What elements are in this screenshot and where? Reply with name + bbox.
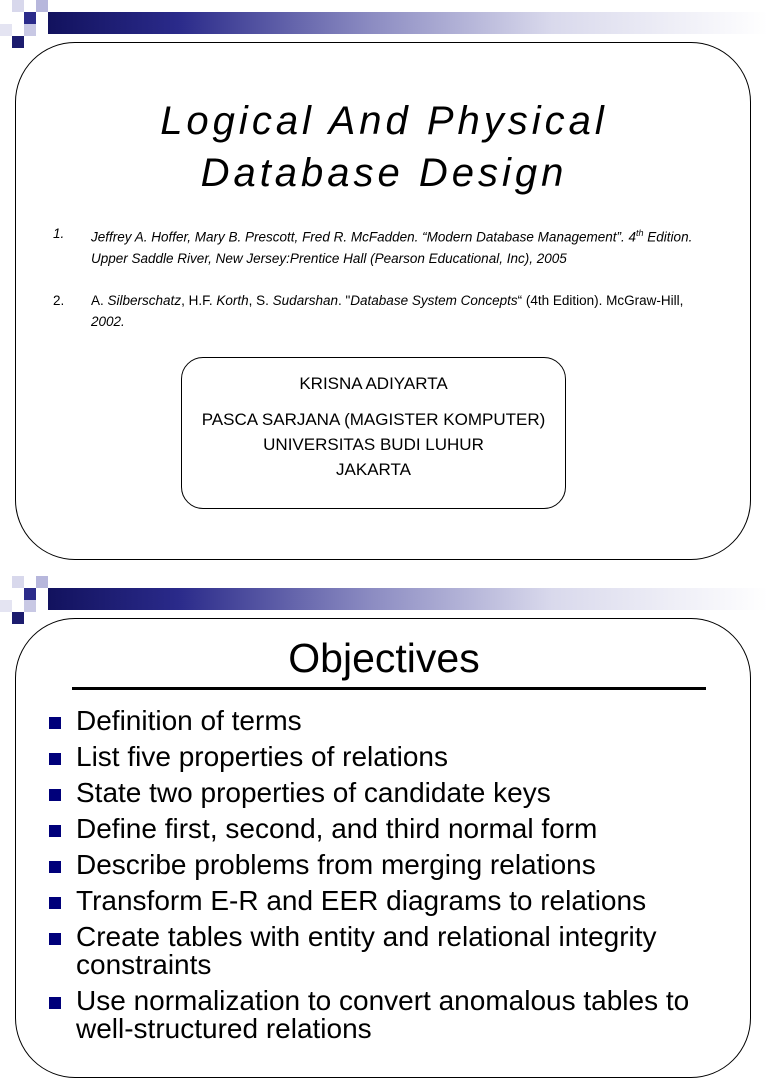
reference-publisher: Edition. Upper Saddle River, New Jersey:Prentice Hall (Pearson Educational, Inc), 2005 bbox=[91, 229, 693, 266]
affiliation-line: UNIVERSITAS BUDI LUHUR bbox=[263, 435, 484, 454]
reference-part: “ (4th Edition). McGraw-Hill, bbox=[517, 292, 684, 308]
slide-objectives-heading: Objectives bbox=[288, 635, 480, 681]
square-bullet-icon bbox=[49, 789, 61, 801]
header-strip-2 bbox=[0, 576, 768, 624]
reference-item bbox=[53, 290, 693, 332]
objective-text: List five properties of relations bbox=[76, 741, 448, 772]
objective-item bbox=[44, 923, 734, 979]
objective-item bbox=[44, 815, 734, 843]
affiliation-line: PASCA SARJANA (MAGISTER KOMPUTER) bbox=[201, 410, 546, 429]
objective-item bbox=[44, 887, 734, 915]
author-name: KRISNA ADIYARTA bbox=[299, 374, 448, 393]
reference-book: Database System Concepts bbox=[350, 292, 518, 308]
square-bullet-icon bbox=[49, 861, 61, 873]
reference-author: Korth bbox=[216, 292, 249, 308]
reference-edition-sup: th bbox=[636, 228, 644, 238]
reference-year: 2002. bbox=[91, 313, 125, 329]
objective-item bbox=[44, 987, 734, 1043]
slide-title-heading bbox=[16, 95, 752, 199]
objective-text: State two properties of candidate keys bbox=[76, 777, 551, 808]
objective-text: Use normalization to convert anomalous tables to well-structured relations bbox=[76, 985, 690, 1044]
title-underline bbox=[72, 687, 706, 690]
objective-text: Definition of terms bbox=[76, 705, 302, 736]
objective-item bbox=[44, 743, 734, 771]
slide-objectives bbox=[15, 618, 751, 1078]
reference-authors: Jeffrey A. Hoffer, Mary B. Prescott, Fred R. McFadden. bbox=[91, 229, 419, 245]
reference-edition: 4 bbox=[628, 229, 637, 245]
reference-part: . " bbox=[337, 292, 351, 308]
square-bullet-icon bbox=[49, 997, 61, 1009]
objective-item bbox=[44, 779, 734, 807]
square-bullet-icon bbox=[49, 897, 61, 909]
author-affiliation bbox=[182, 407, 565, 482]
references-list bbox=[53, 223, 693, 353]
reference-number: 2. bbox=[53, 292, 65, 308]
reference-item bbox=[53, 223, 693, 269]
author-box bbox=[181, 357, 566, 509]
objective-item bbox=[44, 707, 734, 735]
reference-book: “Modern Database Management”. bbox=[422, 229, 625, 245]
title-line-2: Database Design bbox=[200, 151, 568, 195]
square-bullet-icon bbox=[49, 933, 61, 945]
reference-text bbox=[91, 290, 693, 332]
objectives-list bbox=[44, 707, 734, 1051]
reference-author: Silberschatz bbox=[107, 292, 182, 308]
objective-text: Transform E-R and EER diagrams to relations bbox=[76, 885, 647, 916]
title-line-1: Logical And Physical bbox=[160, 99, 608, 143]
affiliation-line: JAKARTA bbox=[336, 460, 411, 479]
objective-text: Describe problems from merging relations bbox=[76, 849, 596, 880]
reference-number: 1. bbox=[53, 226, 65, 241]
square-bullet-icon bbox=[49, 717, 61, 729]
objective-text: Define first, second, and third normal form bbox=[76, 813, 598, 844]
square-bullet-icon bbox=[49, 753, 61, 765]
reference-text bbox=[91, 223, 693, 269]
header-strip-1 bbox=[0, 0, 768, 48]
objective-text: Create tables with entity and relational integrity constraints bbox=[76, 921, 657, 980]
reference-part: , S. bbox=[248, 292, 269, 308]
slide-title bbox=[15, 42, 751, 560]
reference-author: Sudarshan bbox=[272, 292, 338, 308]
square-bullet-icon bbox=[49, 825, 61, 837]
reference-part: , H.F. bbox=[181, 292, 213, 308]
reference-part: A. bbox=[91, 292, 104, 308]
objective-item bbox=[44, 851, 734, 879]
